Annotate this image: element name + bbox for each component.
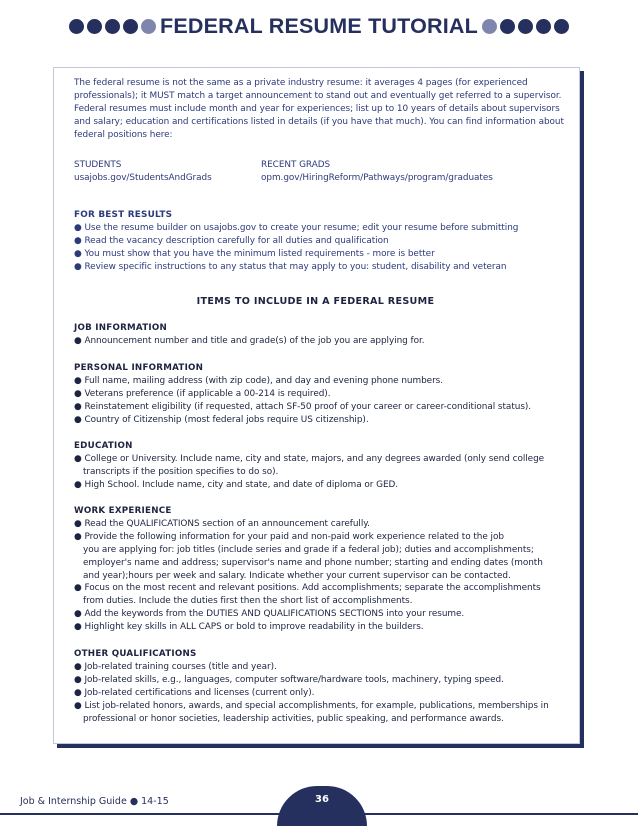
grads-link[interactable]: opm.gov/HiringReform/Pathways/program/graduates xyxy=(261,172,493,183)
students-label: STUDENTS xyxy=(74,160,122,170)
section-line: transcripts if the position specifies to do so). xyxy=(83,466,279,477)
section-personal-information xyxy=(74,362,566,427)
intro-line: The federal resume is not the same as a private industry resume: it averages 4 pages (for experienced xyxy=(74,78,528,88)
page-number-tab xyxy=(277,786,367,826)
section-heading: EDUCATION xyxy=(74,441,133,451)
section-line: and year);hours per week and salary. Indicate whether your current supervisor can be contacted. xyxy=(83,570,511,581)
page-header xyxy=(0,11,638,41)
intro-line: professionals); it MUST match a target announcement to stand out and eventually get referred to a supervisor. xyxy=(74,90,562,101)
section-line: ● Full name, mailing address (with zip code), and day and evening phone numbers. xyxy=(74,375,444,386)
section-line: ● Veterans preference (if applicable a 00-214 is required). xyxy=(74,388,331,399)
best-results-item: ● Use the resume builder on usajobs.gov to create your resume; edit your resume before submitting xyxy=(74,222,519,233)
dot-icon xyxy=(87,19,102,34)
intro-paragraph xyxy=(74,77,564,142)
students-link[interactable]: usajobs.gov/StudentsAndGrads xyxy=(74,172,212,183)
section-line: ● Read the QUALIFICATIONS section of an announcement carefully. xyxy=(74,518,370,529)
section-heading: WORK EXPERIENCE xyxy=(74,506,172,516)
section-line: ● List job-related honors, awards, and special accomplishments, for example, publications, memberships in xyxy=(74,700,549,711)
footer-guide-label: Job & Internship Guide ● 14-15 xyxy=(20,796,169,807)
best-results-item: ● Review specific instructions to any status that may apply to you: student, disability and veteran xyxy=(74,261,507,272)
dot-icon xyxy=(105,19,120,34)
dot-icon xyxy=(518,19,533,34)
dot-icon xyxy=(69,19,84,34)
grads-column xyxy=(261,159,493,185)
dot-icon xyxy=(482,19,497,34)
section-line: ● Highlight key skills in ALL CAPS or bold to improve readability in the builders. xyxy=(74,622,424,633)
best-results-item: ● You must show that you have the minimum listed requirements - more is better xyxy=(74,248,435,259)
section-line: ● Focus on the most recent and relevant positions. Add accomplishments; separate the accomplishments xyxy=(74,583,541,594)
section-line: from duties. Include the duties first then the short list of accomplishments. xyxy=(83,596,413,607)
dot-icon xyxy=(500,19,515,34)
section-line: ● Country of Citizenship (most federal jobs require US citizenship). xyxy=(74,414,369,425)
section-line: ● Provide the following information for your paid and non-paid work experience related to the job xyxy=(74,531,504,542)
section-line: ● Reinstatement eligibility (if requested, attach SF-50 proof of your career or career-conditional status). xyxy=(74,401,532,412)
section-line: ● Job-related certifications and licenses (current only). xyxy=(74,687,315,698)
best-results-item: ● Read the vacancy description carefully for all duties and qualification xyxy=(74,235,389,246)
grads-label: RECENT GRADS xyxy=(261,160,331,170)
left-dots-decoration xyxy=(67,19,157,34)
section-line: ● Add the keywords from the DUTIES AND QUALIFICATIONS SECTIONS into your resume. xyxy=(74,609,465,620)
best-results-heading: FOR BEST RESULTS xyxy=(74,210,173,220)
right-dots-decoration xyxy=(481,19,571,34)
section-line: ● College or University. Include name, city and state, majors, and any degrees awarded (only send college xyxy=(74,453,545,464)
items-title: ITEMS TO INCLUDE IN A FEDERAL RESUME xyxy=(196,296,435,307)
section-heading: JOB INFORMATION xyxy=(74,323,168,333)
intro-line: Federal resumes must include month and year for experiences; list up to 10 years of details about supervisors xyxy=(74,103,560,114)
section-job-information xyxy=(74,322,566,348)
section-work-experience xyxy=(74,505,566,634)
section-line: ● Job-related training courses (title and year). xyxy=(74,661,277,672)
section-line: ● High School. Include name, city and state, and date of diploma or GED. xyxy=(74,479,399,490)
best-results-block xyxy=(74,209,564,274)
students-column xyxy=(74,159,212,185)
section-heading: PERSONAL INFORMATION xyxy=(74,363,204,373)
section-heading: OTHER QUALIFICATIONS xyxy=(74,649,197,659)
intro-line: and salary; education and certifications listed in details (if you have that much). You can find information about xyxy=(74,116,564,127)
section-other-qualifications xyxy=(74,648,566,725)
intro-line: federal positions here: xyxy=(74,129,173,140)
section-line: ● Announcement number and title and grade(s) of the job you are applying for. xyxy=(74,335,425,346)
page-title: FEDERAL RESUME TUTORIAL xyxy=(160,13,478,38)
dot-icon xyxy=(123,19,138,34)
section-line: you are applying for: job titles (include series and grade if a federal job); duties and accomplishments; xyxy=(83,544,534,555)
section-line: professional or honor societies, leadership activities, public speaking, and performance awards. xyxy=(83,713,504,724)
section-education xyxy=(74,440,566,492)
dot-icon xyxy=(554,19,569,34)
page-number: 36 xyxy=(315,794,329,805)
dot-icon xyxy=(141,19,156,34)
section-line: employer's name and address; supervisor's name and phone number; starting and ending dates (month xyxy=(83,557,543,568)
dot-icon xyxy=(536,19,551,34)
section-line: ● Job-related skills, e.g., languages, computer software/hardware tools, machinery, typing speed. xyxy=(74,674,504,685)
